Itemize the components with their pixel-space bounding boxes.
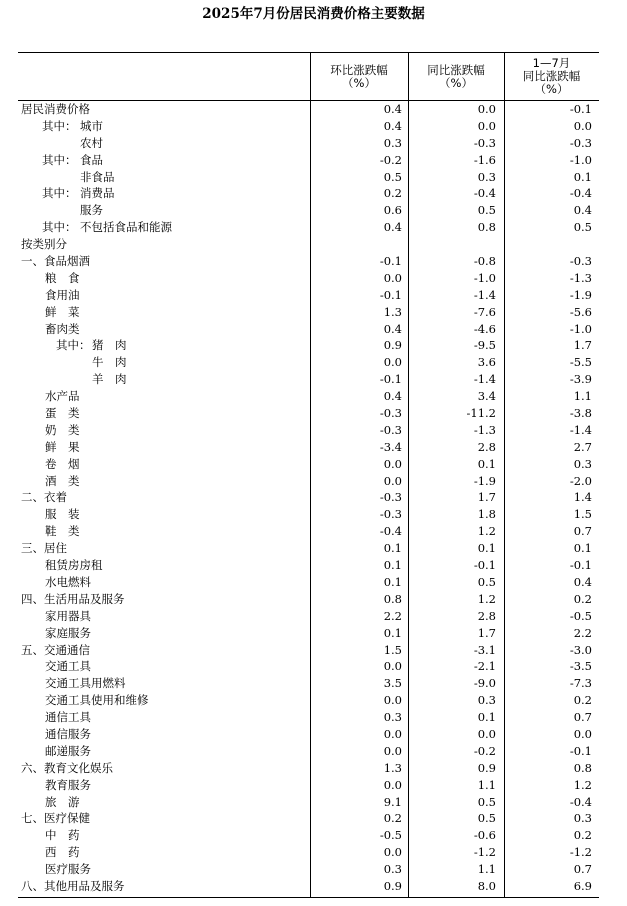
header-yoy-line2: （%） [439,75,473,90]
value-mom: 0.8 [383,591,402,606]
value-yoy: -1.0 [473,270,496,285]
value-yoy: 1.2 [477,591,496,606]
value-ytd: -1.2 [569,845,592,860]
value-ytd: -0.3 [569,135,592,150]
row-label: 畜肉类 [45,321,80,336]
row-label: 酒 类 [45,473,80,488]
value-yoy: 1.1 [477,777,496,792]
value-mom: 0.4 [383,321,402,336]
table-row [18,185,599,202]
value-yoy: 0.5 [477,203,496,218]
row-label: 非食品 [80,169,115,184]
table-row [18,743,599,760]
value-yoy: 0.5 [477,794,496,809]
table-row [18,844,599,861]
header-ytd-line1: 1—7月 [532,56,571,70]
value-mom: 0.1 [383,558,402,573]
value-yoy: 3.4 [477,389,496,404]
value-ytd: 0.0 [573,118,592,133]
value-yoy: -1.4 [473,372,496,387]
value-ytd: 0.2 [573,591,592,606]
row-prefix: 其中： [42,220,77,235]
value-mom: 0.3 [383,710,402,725]
value-ytd: -5.5 [569,355,592,370]
value-yoy: -7.6 [473,304,496,319]
value-ytd: 0.7 [573,862,592,877]
value-mom: 1.3 [383,760,402,775]
value-mom: 2.2 [383,608,402,623]
row-label: 通信服务 [45,726,91,741]
value-ytd: 0.7 [573,710,592,725]
value-ytd: -1.0 [569,321,592,336]
value-ytd: -0.5 [569,608,592,623]
table-row [18,506,599,523]
table-row [18,135,599,152]
value-yoy: 2.8 [477,439,496,454]
row-label: 羊 肉 [92,372,127,387]
value-ytd: 0.2 [573,693,592,708]
table-row [18,625,599,642]
value-mom: 0.2 [383,811,402,826]
value-mom: 0.3 [383,862,402,877]
row-label: 居民消费价格 [21,102,90,116]
value-mom: 0.0 [383,845,402,860]
header-ytd [504,53,599,100]
value-ytd: -5.6 [569,304,592,319]
value-yoy: 1.7 [477,490,496,505]
value-ytd: -3.5 [569,659,592,674]
value-ytd: 0.4 [573,203,592,218]
row-label: 邮递服务 [45,743,91,758]
table-row [18,557,599,574]
table-row [18,777,599,794]
value-yoy: 0.1 [477,541,496,556]
value-ytd: 0.1 [573,169,592,184]
row-label: 租赁房房租 [45,558,103,573]
value-yoy: 1.1 [477,862,496,877]
value-mom: 0.0 [383,456,402,471]
row-label: 奶 类 [45,422,80,437]
value-yoy: -0.3 [473,135,496,150]
value-ytd: -0.4 [569,186,592,201]
value-ytd: -0.3 [569,254,592,269]
value-yoy: -0.4 [473,186,496,201]
value-yoy: 0.3 [477,693,496,708]
value-ytd: -0.1 [569,558,592,573]
table-row [18,794,599,811]
row-label: 粮 食 [45,270,80,285]
row-label: 交通工具用燃料 [45,676,126,691]
value-yoy: -1.2 [473,845,496,860]
table-row [18,709,599,726]
row-label: 医疗服务 [45,862,91,877]
row-label: 二、衣着 [21,490,67,505]
value-yoy: 0.1 [477,456,496,471]
value-ytd: 2.2 [573,625,592,640]
row-label: 家庭服务 [45,625,91,640]
row-label: 五、交通通信 [21,642,90,657]
value-mom: -3.4 [379,439,402,454]
value-ytd: -0.1 [569,102,592,116]
row-prefix: 其中： [42,186,77,201]
value-ytd: 0.5 [573,220,592,235]
value-mom: 0.5 [383,169,402,184]
value-mom: 0.0 [383,743,402,758]
value-mom: -0.1 [379,372,402,387]
value-ytd: -1.9 [569,287,592,302]
header-yoy-line1: 同比涨跌幅 [427,62,485,77]
value-mom: -0.1 [379,254,402,269]
table-row [18,523,599,540]
value-ytd: 0.4 [573,574,592,589]
value-mom: 1.3 [383,304,402,319]
row-prefix: 其中： [42,118,77,133]
row-label: 西 药 [45,845,80,860]
value-mom: 0.4 [383,102,402,116]
value-mom: 3.5 [383,676,402,691]
value-mom: 9.1 [383,794,402,809]
value-ytd: 1.4 [573,490,592,505]
row-label: 旅 游 [45,794,80,809]
table-row [18,152,599,169]
table-row [18,321,599,338]
value-ytd: 0.3 [573,811,592,826]
cpi-table [18,52,599,898]
value-ytd: 1.7 [573,338,592,353]
value-yoy: 8.0 [477,878,496,893]
row-label: 猪 肉 [92,338,127,353]
value-mom: 1.5 [383,642,402,657]
row-label: 消费品 [80,186,115,201]
row-label: 水电燃料 [45,574,91,589]
value-mom: -0.3 [379,490,402,505]
table-row [18,354,599,371]
table-row [18,337,599,354]
row-label: 三、居住 [21,541,67,556]
table-row [18,692,599,709]
table-row [18,422,599,439]
value-ytd: 1.2 [573,777,592,792]
value-mom: -0.3 [379,406,402,421]
value-ytd: -1.4 [569,422,592,437]
value-mom: 0.4 [383,220,402,235]
row-label: 通信工具 [45,710,91,725]
row-label: 四、生活用品及服务 [21,591,125,606]
value-ytd: -1.3 [569,270,592,285]
value-mom: -0.4 [379,524,402,539]
row-label: 食品 [80,152,103,167]
value-ytd: -3.0 [569,642,592,657]
row-label: 蛋 类 [45,406,80,421]
row-label: 服 装 [45,507,80,522]
value-ytd: -0.1 [569,743,592,758]
value-ytd: -1.0 [569,152,592,167]
value-yoy: -1.9 [473,473,496,488]
value-ytd: 6.9 [573,878,592,893]
table-row [18,878,599,895]
table-row [18,827,599,844]
value-ytd: 0.2 [573,828,592,843]
value-yoy: 0.0 [477,726,496,741]
header-ytd-line3: （%） [534,82,569,96]
value-ytd: 0.0 [573,726,592,741]
value-mom: 0.0 [383,355,402,370]
row-label: 城市 [80,118,103,133]
header-mom [310,53,408,100]
value-ytd: 0.7 [573,524,592,539]
table-body [18,101,599,895]
table-row [18,287,599,304]
row-label: 农村 [80,135,103,150]
value-mom: 0.4 [383,389,402,404]
value-ytd: -7.3 [569,676,592,691]
value-mom: 0.4 [383,118,402,133]
table-row [18,591,599,608]
value-mom: 0.1 [383,541,402,556]
table-row [18,405,599,422]
value-mom: 0.0 [383,726,402,741]
value-yoy: 0.5 [477,811,496,826]
value-mom: 0.0 [383,693,402,708]
row-label: 一、食品烟酒 [21,254,90,269]
value-mom: 0.0 [383,659,402,674]
value-yoy: -3.1 [473,642,496,657]
row-label: 按类别分 [21,237,67,252]
value-mom: 0.9 [383,338,402,353]
value-yoy: -0.2 [473,743,496,758]
value-yoy: 1.2 [477,524,496,539]
row-label: 鞋 类 [45,524,80,539]
table-row [18,371,599,388]
value-yoy: -9.0 [473,676,496,691]
row-label: 交通工具 [45,659,91,674]
value-ytd: -3.9 [569,372,592,387]
table-row [18,388,599,405]
value-mom: 0.0 [383,270,402,285]
value-yoy: -9.5 [473,338,496,353]
value-yoy: -0.8 [473,254,496,269]
page-title: 2025年7月份居民消费价格主要数据 [202,6,425,22]
value-mom: -0.5 [379,828,402,843]
value-yoy: 0.0 [477,102,496,116]
table-row [18,861,599,878]
value-yoy: -1.4 [473,287,496,302]
row-label: 牛 肉 [92,355,127,370]
value-yoy: -11.2 [466,406,496,421]
value-yoy: 1.8 [477,507,496,522]
header-mom-line2: （%） [342,75,376,90]
table-row [18,270,599,287]
value-yoy: 0.8 [477,220,496,235]
table-row [18,658,599,675]
row-prefix: 其中： [56,338,91,353]
table-row [18,439,599,456]
table-row [18,202,599,219]
row-label: 服务 [80,203,103,218]
table-row [18,726,599,743]
value-yoy: -1.6 [473,152,496,167]
row-label: 鲜 菜 [45,304,80,319]
value-yoy: 0.3 [477,169,496,184]
value-yoy: -0.6 [473,828,496,843]
row-label: 家用器具 [45,608,91,623]
value-yoy: 2.8 [477,608,496,623]
value-ytd: 2.7 [573,439,592,454]
value-mom: 0.0 [383,473,402,488]
table-row [18,540,599,557]
row-label: 七、医疗保健 [21,811,90,826]
header-ytd-line2: 同比涨跌幅 [522,69,581,83]
value-mom: -0.1 [379,287,402,302]
row-label: 水产品 [45,389,80,404]
value-mom: 0.1 [383,625,402,640]
value-yoy: 3.6 [477,355,496,370]
value-yoy: -1.3 [473,422,496,437]
table-row [18,253,599,270]
header-yoy [408,53,504,100]
table-row [18,574,599,591]
table-row [18,304,599,321]
row-label: 交通工具使用和维修 [45,693,149,708]
table-row [18,760,599,777]
row-label: 中 药 [45,828,80,843]
value-yoy: -4.6 [473,321,496,336]
value-yoy: 0.0 [477,118,496,133]
table-row [18,236,599,253]
value-mom: -0.2 [379,152,402,167]
header-mom-line1: 环比涨跌幅 [330,62,388,77]
value-yoy: 0.9 [477,760,496,775]
value-ytd: -0.4 [569,794,592,809]
table-row [18,675,599,692]
table-row [18,118,599,135]
value-mom: 0.2 [383,186,402,201]
value-mom: 0.3 [383,135,402,150]
value-mom: 0.9 [383,878,402,893]
value-ytd: 0.8 [573,760,592,775]
row-label: 教育服务 [45,777,91,792]
value-yoy: 1.7 [477,625,496,640]
value-mom: 0.1 [383,574,402,589]
table-row [18,489,599,506]
value-mom: 0.6 [383,203,402,218]
value-mom: -0.3 [379,422,402,437]
table-row [18,456,599,473]
row-label: 鲜 果 [45,439,80,454]
table-row [18,810,599,827]
table-row [18,219,599,236]
value-ytd: 1.5 [573,507,592,522]
row-label: 不包括食品和能源 [80,220,172,235]
table-row [18,642,599,659]
table-row [18,169,599,186]
row-label: 食用油 [45,287,80,302]
table-row [18,608,599,625]
row-prefix: 其中： [42,152,77,167]
value-yoy: -0.1 [473,558,496,573]
row-label: 八、其他用品及服务 [21,878,125,893]
value-mom: 0.0 [383,777,402,792]
value-ytd: -3.8 [569,406,592,421]
value-ytd: -2.0 [569,473,592,488]
value-yoy: 0.5 [477,574,496,589]
value-ytd: 0.1 [573,541,592,556]
value-ytd: 0.3 [573,456,592,471]
value-mom: -0.3 [379,507,402,522]
value-yoy: 0.1 [477,710,496,725]
value-ytd: 1.1 [573,389,592,404]
table-row [18,473,599,490]
row-label: 六、教育文化娱乐 [21,760,113,775]
value-yoy: -2.1 [473,659,496,674]
table-row [18,101,599,118]
row-label: 卷 烟 [45,456,80,471]
